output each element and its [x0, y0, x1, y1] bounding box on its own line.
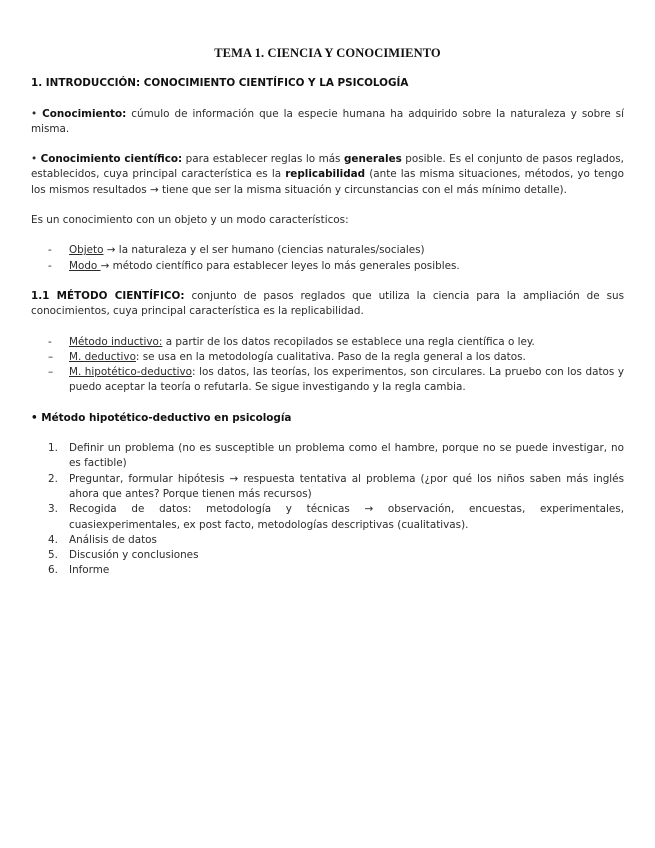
section-heading-introduccion: 1. INTRODUCCIÓN: CONOCIMIENTO CIENTÍFICO Y LA PSICOLOGÍA	[31, 77, 409, 90]
list-item	[31, 548, 624, 563]
step-text: Preguntar, formular hipótesis → respuesta tentativa al problema (¿por qué los niños saben más inglés ahora que antes? Porque tienen más recursos)	[69, 472, 624, 500]
list-item	[31, 350, 624, 365]
step-number: 4.	[48, 533, 58, 546]
page-title: TEMA 1. CIENCIA Y CONOCIMIENTO	[214, 46, 441, 60]
list-item-text: → método científico para establecer leyes lo más generales posibles.	[100, 259, 460, 272]
list-item	[31, 441, 624, 472]
paragraph-conocimiento	[31, 107, 624, 138]
list-item	[31, 563, 624, 578]
term-metodo-hipotetico-deductivo: M. hipotético-deductivo	[69, 366, 193, 379]
step-text: Análisis de datos	[69, 533, 157, 546]
metodo-types-list	[31, 335, 624, 396]
term-metodo-inductivo: Método inductivo:	[69, 335, 163, 348]
step-number: 2.	[48, 472, 58, 485]
step-text: Informe	[69, 564, 110, 577]
list-item	[31, 533, 624, 548]
term-metodo-deductivo: M. deductivo	[69, 350, 136, 363]
term-modo: Modo	[69, 259, 101, 272]
step-text: Recogida de datos: metodología y técnicas → observación, encuestas, experimentales, cuasiexperimentales, ex post facto, metodologías descriptivas (cualitativas).	[69, 503, 624, 531]
dash-marker: –	[48, 366, 54, 379]
term-objeto: Objeto	[69, 244, 104, 257]
paragraph-objeto-modo-intro: Es un conocimiento con un objeto y un modo característicos:	[31, 214, 349, 227]
paragraph-metodo-cientifico	[31, 289, 624, 320]
definition-conocimiento: cúmulo de información que la especie humana ha adquirido sobre la naturaleza y sobre sí misma.	[31, 107, 624, 135]
paragraph-conocimiento-cientifico	[31, 152, 624, 198]
list-item	[31, 259, 624, 274]
bold-replicabilidad: replicabilidad	[285, 168, 366, 181]
list-item-text: → la naturaleza y el ser humano (ciencias naturales/sociales)	[103, 244, 425, 257]
definition-part-a: para establecer reglas lo más	[185, 153, 341, 166]
term-conocimiento: Conocimiento:	[42, 107, 127, 120]
bold-generales: generales	[343, 153, 402, 166]
dash-marker: –	[48, 350, 54, 363]
objeto-modo-list	[31, 243, 624, 274]
term-conocimiento-cientifico: Conocimiento científico:	[40, 153, 183, 166]
list-item-text: a partir de los datos recopilados se establece una regla científica o ley.	[162, 335, 535, 348]
list-item	[31, 243, 624, 258]
term-metodo-cientifico: 1.1 MÉTODO CIENTÍFICO:	[31, 289, 185, 302]
step-text: Discusión y conclusiones	[69, 549, 199, 562]
dash-marker: -	[48, 259, 52, 272]
step-number: 3.	[48, 503, 58, 516]
definition-metodo-cientifico: conjunto de pasos reglados que utiliza la ciencia para la ampliación de sus conocimientos, cuya principal característica es la replicabilidad.	[31, 289, 624, 318]
list-item	[31, 365, 624, 396]
definition-part-c: (ante las misma situaciones, métodos, yo tengo los mismos resultados → tiene que ser la misma situación y circunstancias con el más mínimo detalle).	[31, 168, 624, 196]
bullet-icon: •	[31, 107, 38, 120]
list-item	[31, 472, 624, 503]
list-item-text: : se usa en la metodología cualitativa. Paso de la regla general a los datos.	[135, 350, 526, 363]
dash-marker: -	[48, 244, 52, 257]
steps-list	[31, 441, 624, 579]
step-number: 5.	[48, 549, 58, 562]
step-number: 1.	[48, 442, 58, 455]
bullet-icon: •	[31, 153, 38, 166]
step-text: Definir un problema (no es susceptible un problema como el hambre, porque no se puede investigar, no es factible)	[69, 442, 624, 470]
list-item	[31, 335, 624, 350]
section-heading-hipotetico: • Método hipotético-deductivo en psicología	[31, 411, 292, 424]
dash-marker: -	[48, 335, 52, 348]
definition-part-b: posible. Es el conjunto de pasos reglados, establecidos, cuya principal característica es la	[31, 153, 624, 181]
step-number: 6.	[48, 564, 58, 577]
list-item-text: : los datos, las teorías, los experimentos, son circulares. La pruebo con los datos y puedo aceptar la teoría o refutarla. Se sigue investigando y la regla cambia.	[69, 366, 624, 394]
list-item	[31, 502, 624, 533]
